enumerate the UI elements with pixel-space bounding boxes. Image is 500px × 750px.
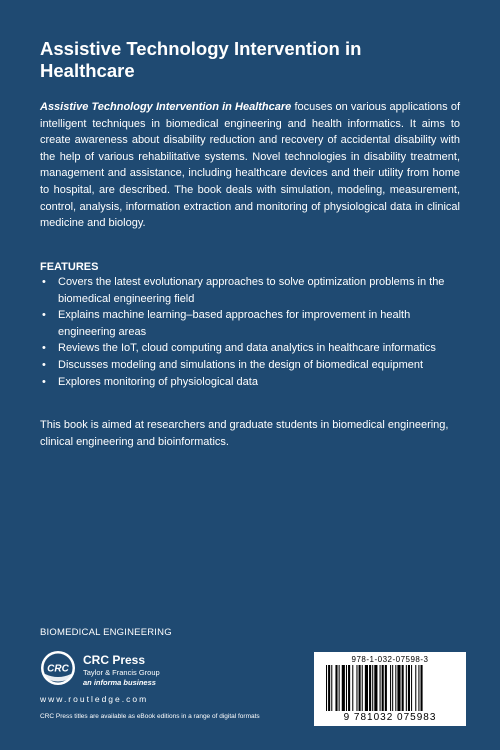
feature-item [40, 274, 460, 307]
crc-press-logo [40, 650, 76, 686]
barcode-bar [392, 665, 393, 711]
barcode-bar [418, 665, 419, 711]
barcode-bar [346, 665, 347, 711]
logo-text: CRC [47, 663, 69, 675]
barcode-bar [348, 665, 350, 711]
ebook-note: CRC Press titles are available as eBook editions in a range of digital formats [40, 713, 260, 720]
audience-statement: This book is aimed at researchers and graduate students in biomedical engineering, clinical engineering and bioinformatics. [40, 419, 449, 448]
barcode-bar [385, 665, 387, 711]
publisher-website[interactable]: www.routledge.com [40, 694, 149, 704]
barcode-bar [352, 665, 353, 711]
barcode-bar [328, 665, 330, 711]
description-body: focuses on various applications of intelligent techniques in biomedical engineering and health informatics. It aims to create awareness about disability reduction and recovery of accidental disability with the help of various rehabilitative systems. Novel technologies in disability treatment, management and assistance, including healthcare devices and their utility from home to hospital, are described. The book deals with simulation, modeling, measurement, control, analysis, information extraction and monitoring of physiological data in clinical medicine and biology. [40, 101, 460, 230]
barcode-bar [369, 665, 371, 711]
barcode-bar [421, 665, 423, 711]
book-title: Assistive Technology Intervention in Healthcare [40, 38, 362, 81]
barcode-bar [380, 665, 381, 711]
barcode-bar [415, 665, 416, 711]
publisher-name: CRC Press [83, 653, 146, 667]
barcode-bar [406, 665, 407, 711]
feature-text: Covers the latest evolutionary approaches to solve optimization problems in the biomedical engineering field [58, 276, 445, 305]
subject-category: BIOMEDICAL ENGINEERING [40, 627, 172, 638]
bullet-icon: • [42, 375, 46, 388]
barcode-bar [335, 665, 337, 711]
barcode-bar [339, 665, 340, 711]
barcode-bar [374, 665, 377, 711]
barcode-bar [372, 665, 373, 711]
barcode-bar [362, 665, 363, 711]
isbn-barcode [314, 652, 466, 726]
bullet-icon: • [42, 276, 46, 288]
publisher-group: Taylor & Francis Group [83, 668, 160, 677]
barcode-bars [326, 665, 454, 711]
description-lead: Assistive Technology Intervention in Healthcare [40, 101, 292, 113]
feature-text: Discusses modeling and simulations in the design of biomedical equipment [58, 358, 424, 371]
barcode-bar [395, 665, 396, 711]
features-list [40, 274, 460, 390]
publisher-business: an informa business [83, 678, 156, 687]
barcode-bar [331, 665, 332, 711]
feature-item [40, 357, 460, 374]
barcode-bar [390, 665, 391, 711]
barcode-bar [359, 665, 361, 711]
bullet-icon: • [42, 309, 46, 322]
bullet-icon: • [42, 342, 46, 355]
bullet-icon: • [42, 358, 46, 371]
feature-item [40, 307, 460, 340]
barcode-bar [356, 665, 357, 711]
book-description [40, 99, 460, 232]
barcode-digits: 9 781032 075983 [343, 712, 437, 723]
barcode-bar [411, 665, 412, 711]
feature-text: Explains machine learning–based approaches for improvement in health engineering areas [58, 309, 411, 338]
barcode-bar [402, 665, 404, 711]
barcode-bar [408, 665, 410, 711]
barcode-bar [397, 665, 400, 711]
feature-item [40, 374, 460, 391]
feature-item [40, 340, 460, 357]
barcode-bar [382, 665, 384, 711]
barcode-bar [342, 665, 345, 711]
barcode-bar [326, 665, 327, 711]
feature-text: Reviews the IoT, cloud computing and data analytics in healthcare informatics [58, 342, 436, 355]
features-heading: FEATURES [40, 261, 99, 273]
feature-text: Explores monitoring of physiological data [58, 375, 258, 388]
isbn-number: 978-1-032-07598-3 [351, 655, 429, 664]
barcode-bar [365, 665, 368, 711]
